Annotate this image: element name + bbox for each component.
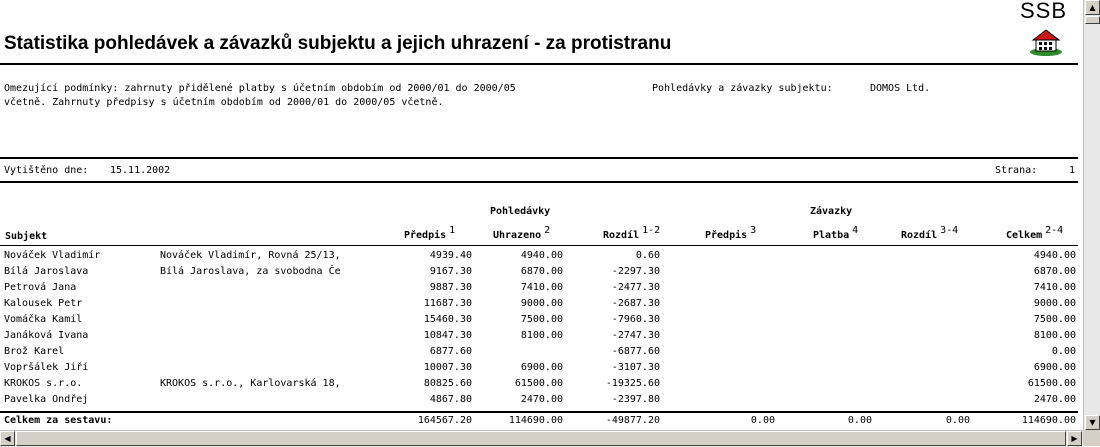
table-row: [0, 362, 1078, 378]
conditions-line-1: Omezující podmínky: zahrnuty přidělené platby s účetním obdobím od 2000/01 do 2000/05: [4, 83, 516, 94]
cell-uhrazeno: 6900.00: [520, 362, 563, 373]
horizontal-scroll-thumb[interactable]: [16, 431, 1066, 446]
col-platba-label: Platba: [813, 230, 850, 241]
cell-uhrazeno: 4940.00: [520, 250, 563, 261]
subject-label: Pohledávky a závazky subjektu:: [652, 83, 833, 94]
printed-label: Vytištěno dne:: [4, 165, 89, 176]
ssb-logo: SSB: [1020, 0, 1068, 23]
cell-predpis: 10847.30: [423, 330, 472, 341]
cell-rozdil: -6877.60: [611, 346, 660, 357]
total-predpis: 164567.20: [417, 415, 472, 426]
table-row: [0, 330, 1078, 346]
cell-rozdil: -2747.30: [611, 330, 660, 341]
cell-uhrazeno: 9000.00: [520, 298, 563, 309]
cell-subject: Pavelka Ondřej: [4, 394, 89, 405]
col-uhrazeno-label: Uhrazeno: [493, 230, 542, 241]
cell-celkem: 6900.00: [1033, 362, 1076, 373]
col-predpis3-sup: 3: [750, 225, 757, 236]
subject-value: DOMOS Ltd.: [870, 83, 931, 94]
col-rozdil34-label: Rozdíl: [901, 230, 938, 241]
cell-subject: Janáková Ivana: [4, 330, 89, 341]
cell-predpis: 6877.60: [429, 346, 472, 357]
cell-subject: Bílá Jaroslava: [4, 266, 89, 277]
col-uhrazeno-header: [493, 225, 551, 241]
cell-subject: Petrová Jana: [4, 282, 77, 293]
cell-address: Nováček Vladimír, Rovná 25/13,: [160, 250, 341, 261]
col-predpis3-label: Předpis: [705, 230, 748, 241]
total-celkem: 114690.00: [1021, 415, 1076, 426]
scroll-down-icon[interactable]: ▼: [1085, 415, 1100, 430]
cell-rozdil: -3107.30: [611, 362, 660, 373]
printed-divider-top: [0, 157, 1078, 159]
table-row: [0, 314, 1078, 330]
cell-predpis: 9887.30: [429, 282, 472, 293]
scroll-up-icon[interactable]: ▲: [1085, 0, 1100, 15]
cell-predpis: 4867.80: [429, 394, 472, 405]
cell-subject: Nováček Vladimír: [4, 250, 101, 261]
group-receivables-header: Pohledávky: [490, 206, 551, 217]
cell-subject: Brož Karel: [4, 346, 65, 357]
cell-uhrazeno: 6870.00: [520, 266, 563, 277]
total-predpis3: 0.00: [750, 415, 775, 426]
total-platba: 0.00: [847, 415, 872, 426]
cell-subject: Vomáčka Kamil: [4, 314, 83, 325]
house-icon: [1029, 28, 1063, 56]
total-rozdil34: 0.00: [945, 415, 970, 426]
total-label: Celkem za sestavu:: [4, 415, 113, 426]
col-predpis3-header: [705, 225, 757, 241]
cell-subject: Vopršálek Jiří: [4, 362, 89, 373]
cell-uhrazeno: 2470.00: [520, 394, 563, 405]
col-celkem-header: [1006, 225, 1064, 241]
conditions-line-2: včetně. Zahrnuty předpisy s účetním obdobím od 2000/01 do 2000/05 včetně.: [4, 97, 444, 108]
col-subject-header: Subjekt: [5, 231, 48, 242]
cell-uhrazeno: 7410.00: [520, 282, 563, 293]
col-predpis1-header: [404, 225, 456, 241]
col-platba-header: [813, 225, 859, 241]
header-divider: [0, 245, 1078, 246]
cell-celkem: 0.00: [1051, 346, 1076, 357]
col-rozdil12-label: Rozdíl: [603, 230, 640, 241]
col-predpis1-sup: 1: [449, 225, 456, 236]
printed-divider-bottom: [0, 181, 1078, 183]
cell-subject: Kalousek Petr: [4, 298, 83, 309]
scrollbar-corner: [1083, 430, 1100, 446]
cell-predpis: 15460.30: [423, 314, 472, 325]
cell-celkem: 4940.00: [1033, 250, 1076, 261]
table-row: [0, 378, 1078, 394]
horizontal-scrollbar[interactable]: [0, 430, 1083, 447]
cell-predpis: 80825.60: [423, 378, 472, 389]
cell-celkem: 9000.00: [1033, 298, 1076, 309]
cell-celkem: 6870.00: [1033, 266, 1076, 277]
cell-celkem: 61500.00: [1027, 378, 1076, 389]
col-platba-sup: 4: [852, 225, 859, 236]
cell-address: KROKOS s.r.o., Karlovarská 18,: [160, 378, 341, 389]
col-celkem-sup: 2-4: [1045, 225, 1064, 236]
vertical-scrollbar[interactable]: [1083, 0, 1100, 430]
table-row: [0, 266, 1078, 282]
table-row: [0, 282, 1078, 298]
table-row: [0, 298, 1078, 314]
cell-predpis: 4939.40: [429, 250, 472, 261]
table-row: [0, 250, 1078, 266]
cell-celkem: 8100.00: [1033, 330, 1076, 341]
col-predpis1-label: Předpis: [404, 230, 447, 241]
cell-rozdil: -2297.30: [611, 266, 660, 277]
cell-rozdil: -19325.60: [605, 378, 660, 389]
total-rozdil: -49877.20: [605, 415, 660, 426]
cell-rozdil: 0.60: [635, 250, 660, 261]
cell-subject: KROKOS s.r.o.: [4, 378, 83, 389]
col-rozdil12-header: [603, 225, 661, 241]
table-row: [0, 346, 1078, 362]
total-row: [0, 415, 1078, 430]
scroll-right-icon[interactable]: ▶: [1067, 431, 1082, 446]
cell-predpis: 11687.30: [423, 298, 472, 309]
group-liabilities-header: Závazky: [810, 206, 853, 217]
title-divider: [0, 63, 1078, 65]
page-number: 1: [1069, 165, 1076, 176]
cell-predpis: 10007.30: [423, 362, 472, 373]
table-row: [0, 394, 1078, 410]
cell-rozdil: -2687.30: [611, 298, 660, 309]
cell-uhrazeno: 7500.00: [520, 314, 563, 325]
printed-date: 15.11.2002: [110, 165, 171, 176]
page-label: Strana:: [995, 165, 1038, 176]
cell-address: Bílá Jaroslava, za svobodna Če: [160, 266, 341, 277]
cell-celkem: 7410.00: [1033, 282, 1076, 293]
col-rozdil34-header: [901, 225, 959, 241]
cell-rozdil: -2477.30: [611, 282, 660, 293]
col-celkem-label: Celkem: [1006, 230, 1043, 241]
cell-celkem: 7500.00: [1033, 314, 1076, 325]
cell-predpis: 9167.30: [429, 266, 472, 277]
col-rozdil34-sup: 3-4: [940, 225, 959, 236]
scroll-left-icon[interactable]: ◀: [0, 431, 15, 446]
col-rozdil12-sup: 1-2: [642, 225, 661, 236]
cell-uhrazeno: 61500.00: [514, 378, 563, 389]
cell-rozdil: -2397.80: [611, 394, 660, 405]
total-divider: [0, 411, 1078, 413]
vertical-scroll-thumb[interactable]: [1085, 16, 1100, 24]
page-title: Statistika pohledávek a závazků subjektu a jejich uhrazení - za protistranu: [4, 33, 672, 54]
cell-rozdil: -7960.30: [611, 314, 660, 325]
total-uhrazeno: 114690.00: [508, 415, 563, 426]
col-uhrazeno-sup: 2: [544, 225, 551, 236]
cell-uhrazeno: 8100.00: [520, 330, 563, 341]
cell-celkem: 2470.00: [1033, 394, 1076, 405]
